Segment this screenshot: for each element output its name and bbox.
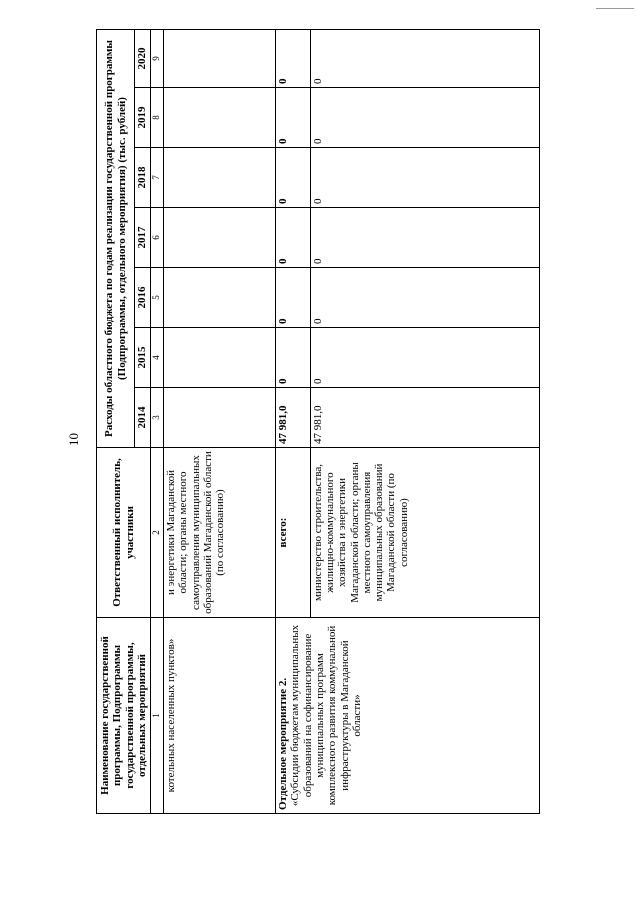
column-number: 1 xyxy=(151,618,164,814)
row2-name-cell xyxy=(276,618,540,814)
row1-value-2014 xyxy=(164,388,276,448)
year-2015: 2015 xyxy=(135,328,151,388)
header-expenses: Расходы областного бюджета по годам реализации государственной программы (Подпрограммы, отдельного мероприятия) (тыс. рублей) xyxy=(97,30,135,448)
year-2018: 2018 xyxy=(135,148,151,208)
row2-total-2016: 0 xyxy=(276,268,311,328)
column-number: 2 xyxy=(151,448,164,618)
row2-total-2019: 0 xyxy=(276,88,311,148)
column-number: 4 xyxy=(151,328,164,388)
row2-value-2017: 0 xyxy=(310,208,539,268)
year-2014: 2014 xyxy=(135,388,151,448)
column-number: 6 xyxy=(151,208,164,268)
rotated-table-sheet xyxy=(96,30,540,814)
row1-name: котельных населенных пунктов» xyxy=(164,618,276,814)
row2-title: Отдельное мероприятие 2. xyxy=(277,677,289,810)
year-2020: 2020 xyxy=(135,30,151,88)
year-2017: 2017 xyxy=(135,208,151,268)
row1-responsible: и энергетики Магаданской области; органы местного самоуправления муниципальных образований Магаданской области (по согласованию) xyxy=(164,448,276,618)
row1-value-2017 xyxy=(164,208,276,268)
row2-name: «Субсидии бюджетам муниципальных образований на софинансирование муниципальных программ комплексного развития коммунальной инфраструктуры в Магаданской области» xyxy=(289,624,363,807)
row2-total-2014: 47 981,0 xyxy=(276,388,311,448)
header-name: Наименование государственной программы, Подпрограммы государственной программы, отдельных мероприятий xyxy=(97,618,151,814)
column-number: 8 xyxy=(151,88,164,148)
column-number: 9 xyxy=(151,30,164,88)
page-number: 10 xyxy=(66,433,81,446)
row2-total-2017: 0 xyxy=(276,208,311,268)
row1-value-2015 xyxy=(164,328,276,388)
row2-value-2018: 0 xyxy=(310,148,539,208)
column-number: 5 xyxy=(151,268,164,328)
row2-value-2019: 0 xyxy=(310,88,539,148)
row2-value-2016: 0 xyxy=(310,268,539,328)
row2-value-2015: 0 xyxy=(310,328,539,388)
column-number-row xyxy=(151,30,164,814)
row2-responsible: министерство строительства, жилищно-коммунального хозяйства и энергетики Магаданской области; органы местного самоуправления муниципальных образований Магаданской области (по согласованию) xyxy=(310,448,539,618)
row2-total-2015: 0 xyxy=(276,328,311,388)
row1-value-2019 xyxy=(164,88,276,148)
header-responsible: Ответственный исполнитель, участники xyxy=(97,448,151,618)
row2-total-2018: 0 xyxy=(276,148,311,208)
column-number: 3 xyxy=(151,388,164,448)
row2-value-2014: 47 981,0 xyxy=(310,388,539,448)
table-row xyxy=(164,30,276,814)
column-number: 7 xyxy=(151,148,164,208)
row1-value-2018 xyxy=(164,148,276,208)
row2-total-label: всего: xyxy=(276,448,311,618)
top-edge-rule xyxy=(596,8,634,9)
row2-total-2020: 0 xyxy=(276,30,311,88)
row2-value-2020: 0 xyxy=(310,30,539,88)
table-row xyxy=(276,30,311,814)
budget-table xyxy=(96,29,540,814)
year-2019: 2019 xyxy=(135,88,151,148)
row1-value-2016 xyxy=(164,268,276,328)
year-2016: 2016 xyxy=(135,268,151,328)
row1-value-2020 xyxy=(164,30,276,88)
